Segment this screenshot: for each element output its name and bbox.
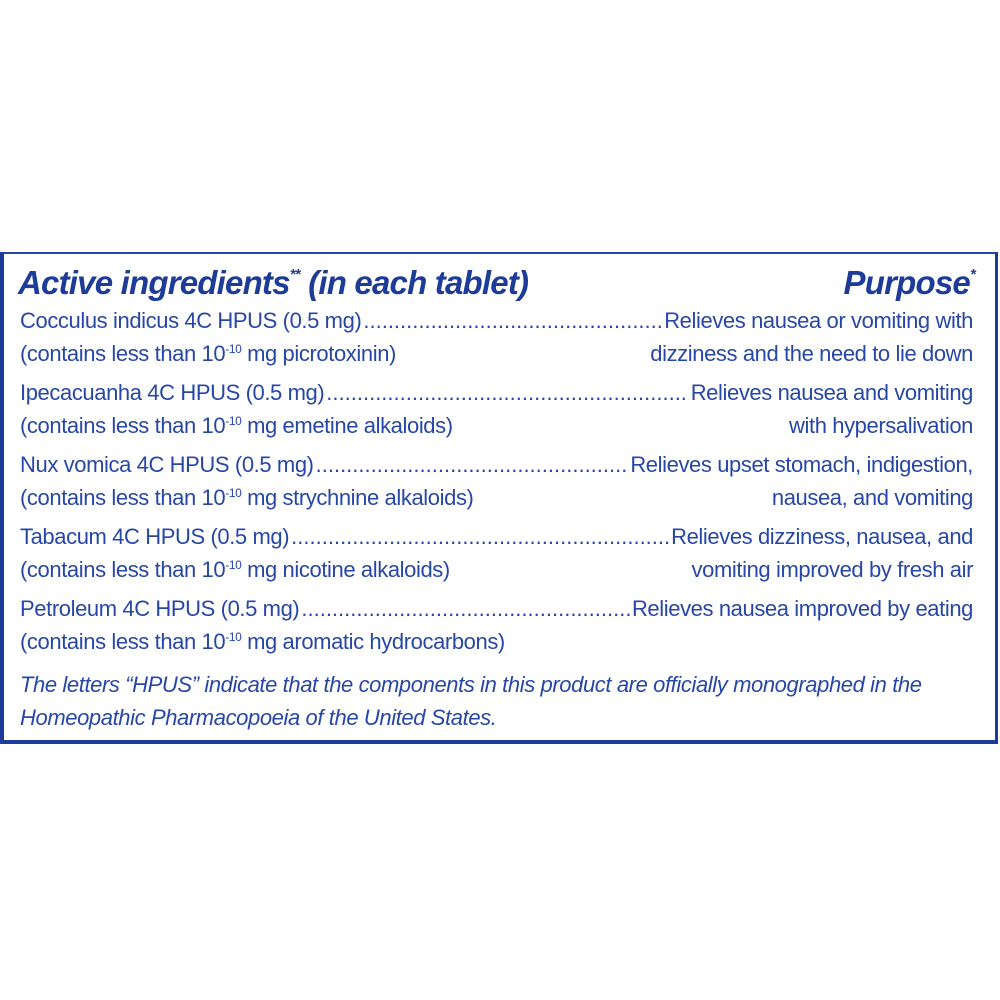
contains-line xyxy=(20,341,973,374)
contains-line xyxy=(20,485,973,518)
purpose-line1: Relieves upset stomach, indigestion, xyxy=(630,452,973,477)
exponent: -10 xyxy=(225,342,242,356)
contains-prefix: (contains less than 10 xyxy=(20,629,226,654)
contains-suffix: mg picrotoxinin) xyxy=(241,341,396,366)
drug-facts-panel xyxy=(0,252,998,744)
ingredient-line xyxy=(20,596,973,629)
contains-prefix: (contains less than 10 xyxy=(20,485,226,510)
purpose-line1: Relieves dizziness, nausea, and xyxy=(671,524,973,549)
contains-text xyxy=(20,341,396,367)
contains-line xyxy=(20,557,973,590)
dot-leader xyxy=(291,524,669,550)
contains-suffix: mg aromatic hydrocarbons) xyxy=(241,629,505,654)
contains-text xyxy=(20,413,453,439)
ingredient-line xyxy=(20,380,973,413)
hpus-footnote: The letters “HPUS” indicate that the components in this product are officially monographed in the Homeopathic Pharmacopoeia of the United States. xyxy=(20,672,922,730)
ingredient-row xyxy=(20,380,973,452)
contains-prefix: (contains less than 10 xyxy=(20,413,226,438)
ingredient-row xyxy=(20,452,973,524)
panel-header xyxy=(18,264,975,304)
purpose-line1: Relieves nausea or vomiting with xyxy=(664,308,973,333)
ingredient-name: Ipecacuanha 4C HPUS (0.5 mg) xyxy=(20,380,325,405)
exponent: -10 xyxy=(225,414,242,428)
purpose-line1: Relieves nausea and vomiting xyxy=(690,380,973,405)
contains-suffix: mg strychnine alkaloids) xyxy=(241,485,474,510)
active-ingredients-heading xyxy=(18,264,528,302)
ingredient-row xyxy=(20,596,973,668)
purpose-title: Purpose xyxy=(843,264,970,301)
contains-text xyxy=(20,557,450,583)
dot-leader xyxy=(326,380,688,406)
ingredient-row xyxy=(20,308,973,380)
contains-line xyxy=(20,629,973,662)
exponent: -10 xyxy=(225,486,242,500)
dot-leader xyxy=(301,596,630,622)
ingredient-line xyxy=(20,452,973,485)
dot-leader xyxy=(316,452,629,478)
contains-line xyxy=(20,413,973,446)
exponent: -10 xyxy=(225,630,242,644)
ingredient-name: Cocculus indicus 4C HPUS (0.5 mg) xyxy=(20,308,362,333)
contains-suffix: mg nicotine alkaloids) xyxy=(241,557,450,582)
dot-leader xyxy=(363,308,662,334)
purpose-line1: Relieves nausea improved by eating xyxy=(631,596,973,621)
ingredient-name: Petroleum 4C HPUS (0.5 mg) xyxy=(20,596,300,621)
heading-footnote-mark: ** xyxy=(289,266,300,283)
ingredient-line xyxy=(20,308,973,341)
purpose-heading xyxy=(844,264,975,302)
purpose-line2: with hypersalivation xyxy=(789,413,973,438)
heading-title: Active ingredients xyxy=(18,264,290,301)
ingredient-line xyxy=(20,524,973,557)
purpose-line2: dizziness and the need to lie down xyxy=(650,341,973,366)
purpose-footnote-mark: * xyxy=(969,266,975,283)
contains-text xyxy=(20,629,505,655)
exponent: -10 xyxy=(225,558,242,572)
ingredient-name: Tabacum 4C HPUS (0.5 mg) xyxy=(20,524,290,549)
purpose-line2: nausea, and vomiting xyxy=(771,485,973,510)
contains-text xyxy=(20,485,473,511)
purpose-line2: vomiting improved by fresh air xyxy=(691,557,973,582)
ingredient-row xyxy=(20,524,973,596)
contains-suffix: mg emetine alkaloids) xyxy=(241,413,453,438)
contains-prefix: (contains less than 10 xyxy=(20,341,226,366)
contains-prefix: (contains less than 10 xyxy=(20,557,226,582)
ingredient-name: Nux vomica 4C HPUS (0.5 mg) xyxy=(20,452,314,477)
heading-suffix: (in each tablet) xyxy=(299,264,529,301)
ingredients-list xyxy=(20,308,973,668)
